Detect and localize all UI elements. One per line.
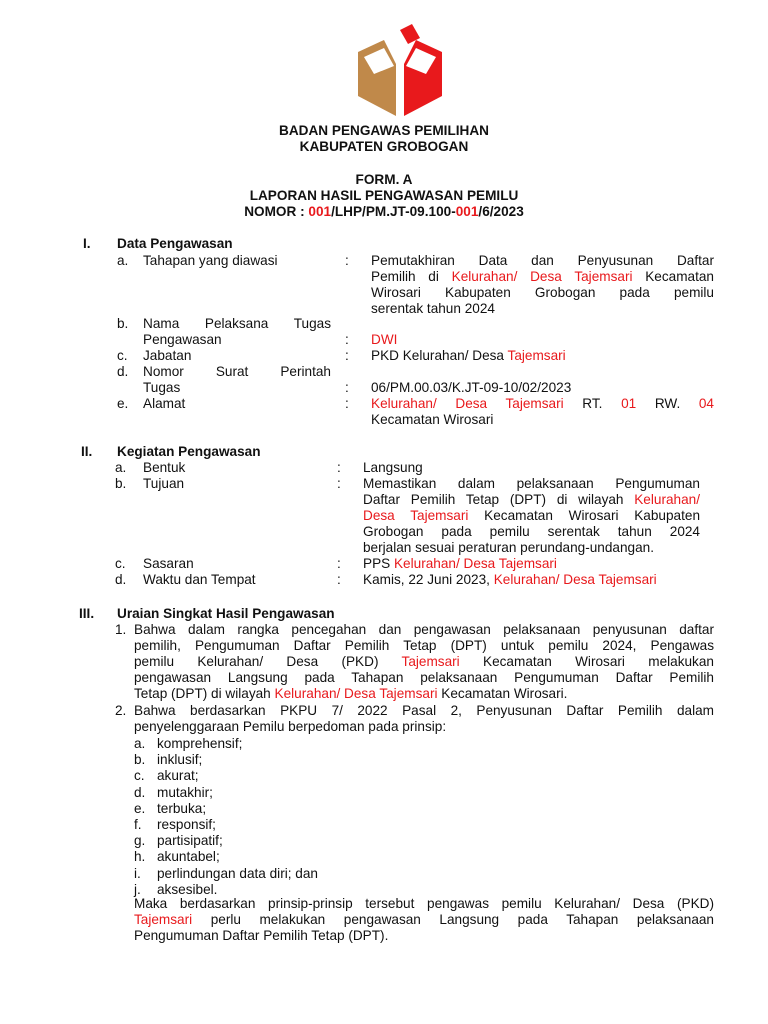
principle-item: responsif; bbox=[157, 817, 216, 832]
colon: : bbox=[345, 253, 349, 268]
principle-letter: h. bbox=[134, 849, 146, 865]
principle-letter: j. bbox=[134, 881, 141, 897]
waktu-value: Kamis, 22 Juni 2023, Kelurahan/ Desa Tajemsari bbox=[363, 572, 657, 587]
principle-letter: a. bbox=[134, 736, 146, 751]
item-letter: c. bbox=[117, 348, 128, 363]
principle-item: komprehensif; bbox=[157, 736, 243, 751]
paragraph-2-line: penyelenggaraan Pemilu berpedoman pada prinsip: bbox=[134, 719, 447, 734]
field-label-nama: Pengawasan bbox=[143, 332, 222, 347]
field-label-nama: Nama Pelaksana Tugas bbox=[143, 316, 331, 331]
form-label: FORM. A bbox=[355, 172, 413, 187]
section-2-title: Kegiatan Pengawasan bbox=[117, 444, 261, 459]
alamat-value: Kecamatan Wirosari bbox=[371, 412, 494, 427]
paragraph-1-line: pemilih, Pengumuman Daftar Pemilih Tetap (DPT) untuk pemilu 2024, Pengawas bbox=[134, 638, 714, 653]
principle-letter: c. bbox=[134, 768, 145, 784]
nomor-value: 06/PM.00.03/K.JT-09-10/02/2023 bbox=[371, 380, 572, 395]
item-letter: d. bbox=[117, 364, 129, 379]
tahapan-value-line: Pemutakhiran Data dan Penyusunan Daftar bbox=[371, 253, 714, 268]
colon: : bbox=[337, 556, 341, 571]
sasaran-value: PPS Kelurahan/ Desa Tajemsari bbox=[363, 556, 557, 571]
item-letter: a. bbox=[117, 253, 129, 268]
paragraph-1-line: Tetap (DPT) di wilayah Kelurahan/ Desa Tajemsari Kecamatan Wirosari. bbox=[134, 686, 568, 701]
colon: : bbox=[337, 572, 341, 587]
principle-item: aksesibel. bbox=[157, 881, 218, 897]
jabatan-value: PKD Kelurahan/ Desa Tajemsari bbox=[371, 348, 566, 363]
colon: : bbox=[345, 348, 349, 363]
colon: : bbox=[337, 476, 341, 491]
section-1-number: I. bbox=[83, 236, 91, 251]
item-letter: c. bbox=[115, 556, 126, 571]
principle-item: mutakhir; bbox=[157, 784, 213, 800]
field-label-nomor: Nomor Surat Perintah bbox=[143, 364, 331, 379]
closing-paragraph-line: Tajemsari perlu melakukan pengawasan Langsung pada Tahapan pelaksanaan bbox=[134, 912, 714, 927]
section-2-number: II. bbox=[81, 444, 93, 459]
principle-item: partisipatif; bbox=[157, 833, 223, 849]
tujuan-value-line: Grobogan pada pemilu serentak tahun 2024 bbox=[363, 524, 700, 539]
tahapan-value-line: Wirosari Kabupaten Grobogan pada pemilu bbox=[371, 285, 714, 300]
principle-letter: i. bbox=[134, 865, 141, 881]
org-name-line1: BADAN PENGAWAS PEMILIHAN bbox=[279, 123, 489, 138]
paragraph-1-line: Bahwa dalam rangka pencegahan dan pengawasan pelaksanaan penyusunan daftar bbox=[134, 622, 714, 637]
bentuk-value: Langsung bbox=[363, 460, 423, 475]
tujuan-value-line: Memastikan dalam pelaksanaan Pengumuman bbox=[363, 476, 700, 491]
field-label-bentuk: Bentuk bbox=[143, 460, 186, 475]
field-label-tujuan: Tujuan bbox=[143, 476, 185, 491]
bawaslu-logo-icon bbox=[350, 24, 450, 120]
report-title: LAPORAN HASIL PENGAWASAN PEMILU bbox=[249, 188, 519, 203]
colon: : bbox=[345, 396, 349, 411]
paragraph-number: 2. bbox=[115, 703, 127, 718]
item-letter: b. bbox=[117, 316, 129, 331]
principle-letter: g. bbox=[134, 833, 146, 849]
tujuan-value-line: Desa Tajemsari Kecamatan Wirosari Kabupaten bbox=[363, 508, 701, 523]
item-letter: e. bbox=[117, 396, 129, 411]
section-3-title: Uraian Singkat Hasil Pengawasan bbox=[117, 606, 335, 621]
tahapan-value-line: Pemilih di Kelurahan/ Desa Tajemsari Kecamatan bbox=[371, 269, 714, 284]
nama-value: DWI bbox=[371, 332, 398, 347]
principle-letter: d. bbox=[134, 784, 146, 800]
paragraph-2-line: Bahwa berdasarkan PKPU 7/ 2022 Pasal 2, Penyusunan Daftar Pemilih dalam bbox=[134, 703, 714, 718]
paragraph-1-line: pengawasan Langsung pada Tahapan pelaksanaan Pengumuman Daftar Pemilih bbox=[134, 670, 714, 685]
tahapan-value-line: serentak tahun 2024 bbox=[371, 301, 495, 316]
item-letter: d. bbox=[115, 572, 127, 587]
field-label-sasaran: Sasaran bbox=[143, 556, 194, 571]
field-label-jabatan: Jabatan bbox=[143, 348, 192, 363]
principle-item: inklusif; bbox=[157, 752, 203, 768]
principle-item: akurat; bbox=[157, 768, 199, 784]
field-label-tahapan: Tahapan yang diawasi bbox=[143, 253, 278, 268]
paragraph-number: 1. bbox=[115, 622, 127, 637]
colon: : bbox=[345, 380, 349, 395]
principle-item: terbuka; bbox=[157, 800, 207, 816]
section-1-title: Data Pengawasan bbox=[117, 236, 233, 251]
section-3-number: III. bbox=[79, 606, 95, 621]
field-label-waktu: Waktu dan Tempat bbox=[143, 572, 256, 587]
org-name-line2: KABUPATEN GROBOGAN bbox=[299, 139, 469, 154]
principle-item: akuntabel; bbox=[157, 849, 220, 865]
closing-paragraph-line: Maka berdasarkan prinsip-prinsip tersebut pengawas pemilu Kelurahan/ Desa (PKD) bbox=[134, 896, 714, 911]
principle-item: perlindungan data diri; dan bbox=[157, 865, 318, 881]
colon: : bbox=[337, 460, 341, 475]
report-number: NOMOR : 001/LHP/PM.JT-09.100-001/6/2023 bbox=[244, 204, 524, 219]
item-letter: a. bbox=[115, 460, 127, 475]
field-label-nomor: Tugas bbox=[143, 380, 181, 395]
closing-paragraph-line: Pengumuman Daftar Pemilih Tetap (DPT). bbox=[134, 928, 389, 943]
paragraph-1-line: pemilu Kelurahan/ Desa (PKD) Tajemsari Kecamatan Wirosari melakukan bbox=[134, 654, 714, 669]
tujuan-value-line: Daftar Pemilih Tetap (DPT) di wilayah Kelurahan/ bbox=[363, 492, 700, 507]
item-letter: b. bbox=[115, 476, 127, 491]
alamat-value: Kelurahan/ Desa Tajemsari RT. 01 RW. 04 bbox=[371, 396, 714, 411]
principle-letter: b. bbox=[134, 752, 146, 768]
colon: : bbox=[345, 332, 349, 347]
principle-letter: f. bbox=[134, 817, 142, 832]
tujuan-value-line: berjalan sesuai peraturan perundang-undangan. bbox=[363, 540, 654, 555]
field-label-alamat: Alamat bbox=[143, 396, 186, 411]
principle-letter: e. bbox=[134, 800, 146, 816]
